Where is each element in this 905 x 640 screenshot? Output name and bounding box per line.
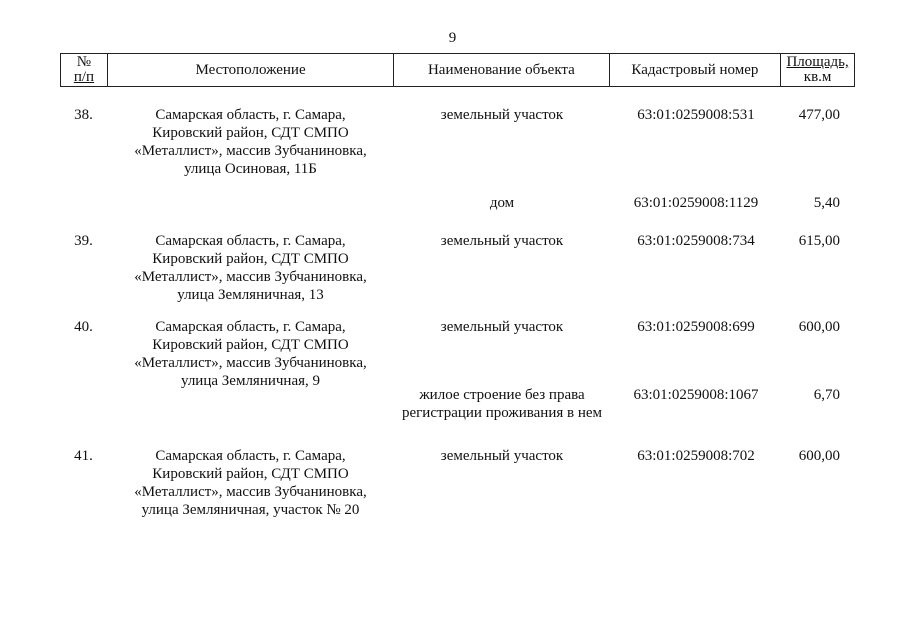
header-area-title: Площадь,: [786, 54, 849, 70]
table-row: [60, 318, 855, 390]
header-area: [781, 54, 854, 86]
object-name-cell-line: земельный участок: [440, 448, 564, 464]
table-row: [60, 447, 855, 519]
object-name-cell: [394, 386, 610, 422]
cadastral-cell: 63:01:0259008:699: [637, 319, 755, 335]
location-cell-line: «Металлист», массив Зубчаниновка,: [134, 269, 367, 285]
object-name-cell-line: земельный участок: [440, 107, 564, 123]
area-cell: 600,00: [798, 319, 840, 335]
location-cell: [107, 194, 394, 212]
page-number: 9: [448, 30, 457, 46]
location-cell-line: Кировский район, СДТ СМПО: [152, 125, 349, 141]
table-row: [60, 232, 855, 304]
location-cell-line: улица Земляничная, 13: [177, 287, 324, 303]
row-number: 39.: [74, 233, 93, 249]
object-name-cell: [394, 232, 610, 304]
location-cell-line: Самарская область, г. Самара,: [155, 448, 346, 464]
object-name-cell-line: жилое строение без права: [419, 387, 585, 403]
area-cell: 615,00: [798, 233, 840, 249]
location-cell-line: Самарская область, г. Самара,: [155, 319, 346, 335]
location-cell-line: улица Осиновая, 11Б: [184, 161, 317, 177]
cadastral-cell: 63:01:0259008:531: [637, 107, 755, 123]
location-cell-line: Кировский район, СДТ СМПО: [152, 337, 349, 353]
header-object-name: Наименование объекта: [394, 54, 609, 86]
row-number: 40.: [74, 319, 93, 335]
header-number-symbol: №: [76, 54, 92, 70]
cadastral-cell: 63:01:0259008:734: [637, 233, 755, 249]
object-name-cell-line: земельный участок: [440, 233, 564, 249]
location-cell: [107, 232, 394, 304]
table-row: [60, 386, 855, 422]
row-number: 41.: [74, 448, 93, 464]
cadastral-cell: 63:01:0259008:1129: [633, 195, 759, 211]
object-name-cell: [394, 194, 610, 212]
location-cell-line: «Металлист», массив Зубчаниновка,: [134, 143, 367, 159]
header-location: Местоположение: [108, 54, 394, 86]
row-number: 38.: [74, 107, 93, 123]
location-cell: [107, 386, 394, 422]
cadastral-cell: 63:01:0259008:1067: [633, 387, 759, 403]
table-row: [60, 106, 855, 178]
table-row: [60, 194, 855, 212]
header-number-abbrev: п/п: [73, 69, 95, 85]
location-cell-line: Самарская область, г. Самара,: [155, 233, 346, 249]
object-name-cell-line: земельный участок: [440, 319, 564, 335]
location-cell: [107, 318, 394, 390]
table-header: [60, 53, 855, 87]
row-number: [60, 386, 107, 422]
location-cell-line: Кировский район, СДТ СМПО: [152, 466, 349, 482]
location-cell-line: «Металлист», массив Зубчаниновка,: [134, 355, 367, 371]
location-cell-line: «Металлист», массив Зубчаниновка,: [134, 484, 367, 500]
object-name-cell: [394, 447, 610, 519]
header-number: [61, 54, 108, 86]
object-name-cell-line: дом: [489, 195, 515, 211]
area-cell: 477,00: [798, 107, 840, 123]
location-cell: [107, 106, 394, 178]
header-area-unit: кв.м: [803, 69, 832, 85]
location-cell: [107, 447, 394, 519]
area-cell: 6,70: [813, 387, 840, 403]
object-name-cell-line: регистрации проживания в нем: [401, 405, 603, 421]
object-name-cell: [394, 318, 610, 390]
cadastral-cell: 63:01:0259008:702: [637, 448, 755, 464]
location-cell-line: Самарская область, г. Самара,: [155, 107, 346, 123]
location-cell-line: улица Земляничная, 9: [180, 373, 321, 389]
location-cell-line: Кировский район, СДТ СМПО: [152, 251, 349, 267]
header-cadastral: Кадастровый номер: [610, 54, 782, 86]
row-number: [60, 194, 107, 212]
area-cell: 5,40: [813, 195, 840, 211]
object-name-cell: [394, 106, 610, 178]
area-cell: 600,00: [798, 448, 840, 464]
location-cell-line: улица Земляничная, участок № 20: [141, 502, 360, 518]
